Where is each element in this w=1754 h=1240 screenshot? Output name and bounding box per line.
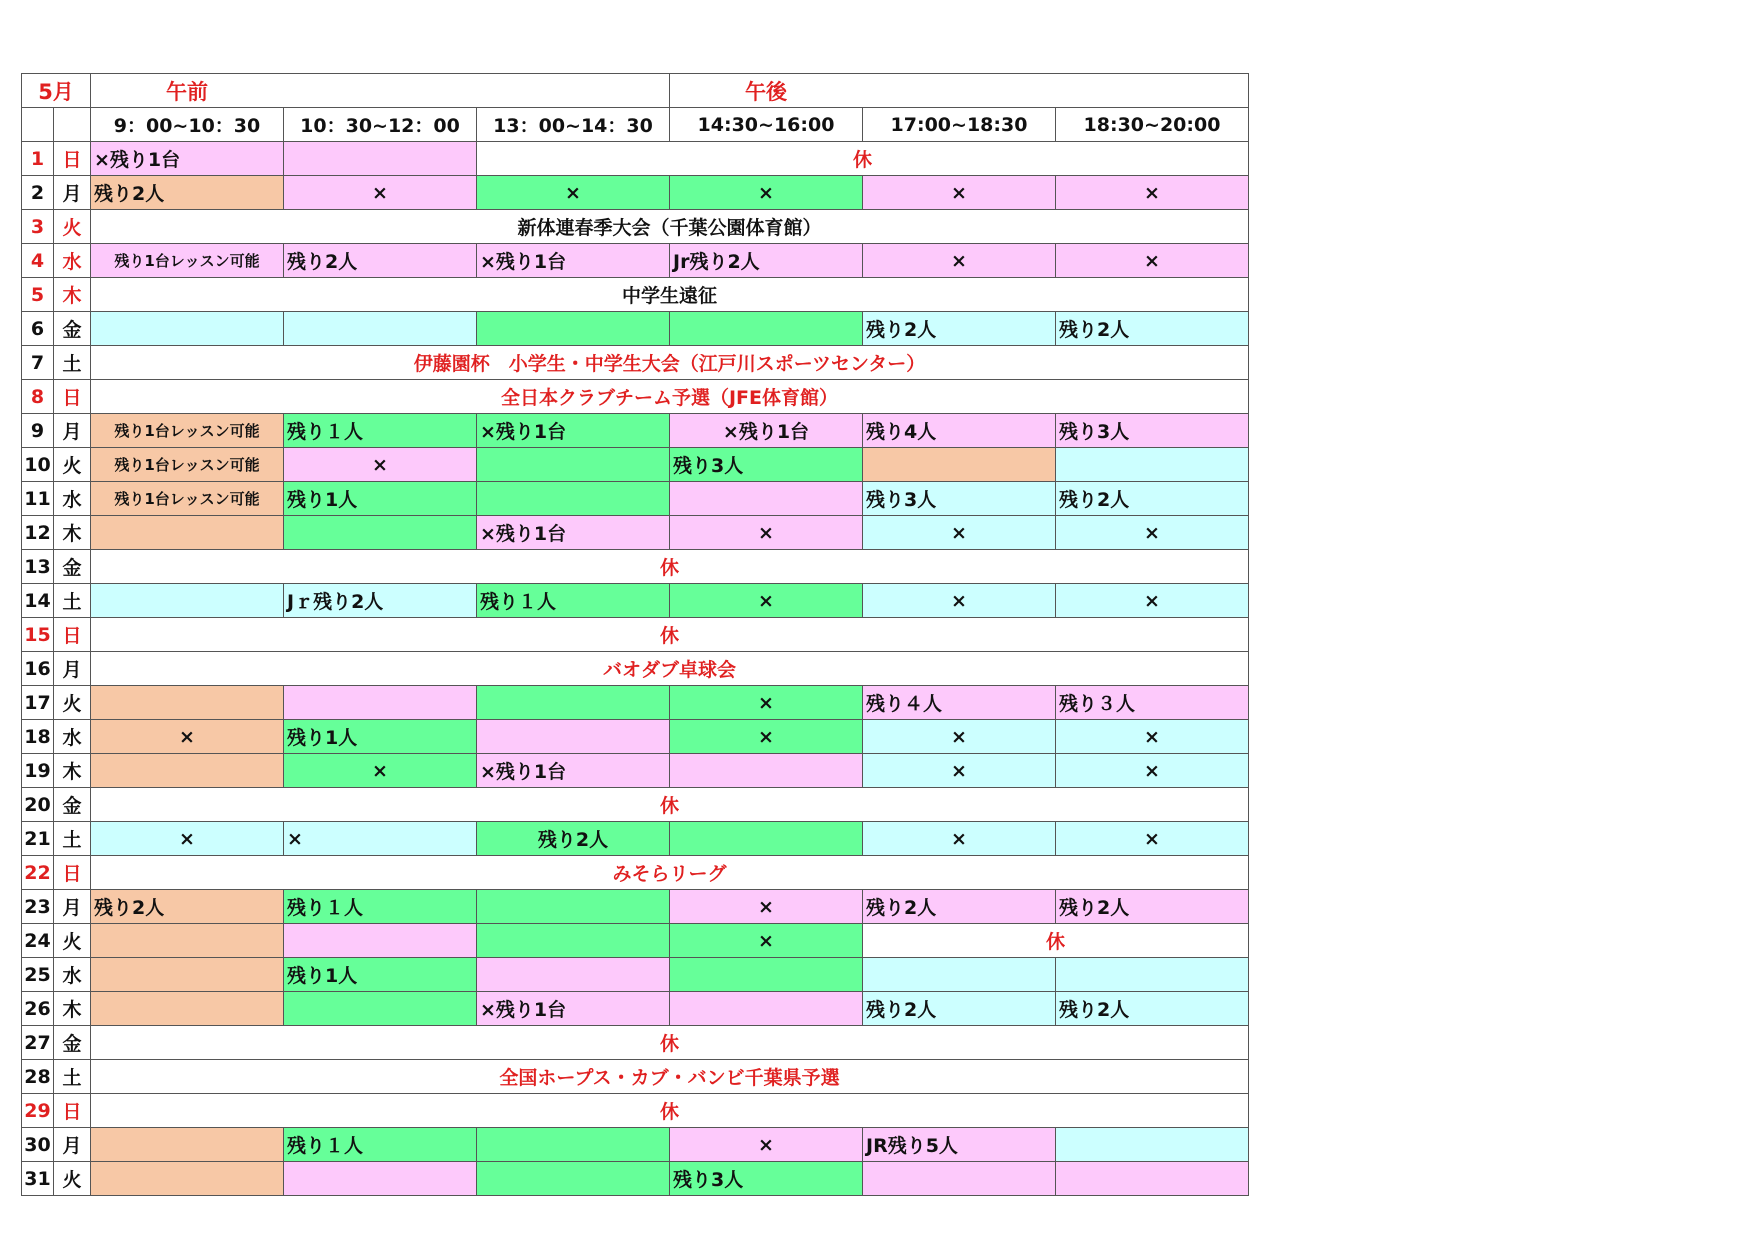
slot-cell	[670, 482, 863, 516]
slot-cell: ×	[670, 516, 863, 550]
day-of-week: 月	[54, 176, 91, 210]
day-number: 15	[22, 618, 54, 652]
slot-cell: 残り2人	[91, 176, 284, 210]
day-of-week: 木	[54, 754, 91, 788]
slot-cell: 残り1台レッスン可能	[91, 482, 284, 516]
day-row	[22, 1094, 1249, 1128]
day-number: 20	[22, 788, 54, 822]
day-of-week: 月	[54, 890, 91, 924]
slot-cell: ×	[284, 822, 477, 856]
day-number: 1	[22, 142, 54, 176]
slot-cell: ×	[863, 720, 1056, 754]
day-number: 8	[22, 380, 54, 414]
slot-cell	[284, 924, 477, 958]
slot-cell: 残り1人	[284, 482, 477, 516]
slot-cell: 残り2人	[477, 822, 670, 856]
slot-cell: ×	[670, 686, 863, 720]
day-row	[22, 312, 1249, 346]
day-number: 31	[22, 1162, 54, 1196]
slot-cell	[91, 312, 284, 346]
day-of-week: 水	[54, 482, 91, 516]
slot-cell	[284, 312, 477, 346]
day-row	[22, 1060, 1249, 1094]
header-row-periods	[22, 74, 1249, 108]
day-row	[22, 720, 1249, 754]
slot-cell	[477, 958, 670, 992]
event-cell: 休	[91, 1094, 1249, 1128]
slot-cell: 残り2人	[863, 890, 1056, 924]
slot-cell: Jｒ残り2人	[284, 584, 477, 618]
slot-cell	[284, 686, 477, 720]
day-row	[22, 958, 1249, 992]
day-of-week: 金	[54, 312, 91, 346]
slot-cell: ×	[863, 176, 1056, 210]
slot-cell: ×	[1056, 822, 1249, 856]
day-number: 16	[22, 652, 54, 686]
slot-cell: ×	[670, 176, 863, 210]
slot-cell	[91, 1128, 284, 1162]
slot-cell: 残り３人	[1056, 686, 1249, 720]
day-number: 13	[22, 550, 54, 584]
day-number: 12	[22, 516, 54, 550]
day-number: 14	[22, 584, 54, 618]
slot-cell: 残り1台レッスン可能	[91, 414, 284, 448]
slot-cell: 残り1台レッスン可能	[91, 244, 284, 278]
slot-cell	[670, 958, 863, 992]
slot-cell	[91, 584, 284, 618]
day-number: 29	[22, 1094, 54, 1128]
day-of-week: 金	[54, 788, 91, 822]
day-row	[22, 584, 1249, 618]
day-row	[22, 618, 1249, 652]
schedule-table	[21, 73, 1249, 1196]
slot-cell: ×	[1056, 754, 1249, 788]
day-number: 25	[22, 958, 54, 992]
slot-cell: ×	[863, 754, 1056, 788]
slot-cell: 残り3人	[670, 1162, 863, 1196]
day-of-week: 月	[54, 652, 91, 686]
day-number: 6	[22, 312, 54, 346]
day-number: 11	[22, 482, 54, 516]
slot-cell: ×	[1056, 244, 1249, 278]
day-number: 10	[22, 448, 54, 482]
slot-cell: ×残り1台	[477, 992, 670, 1026]
pm-label: 午後	[670, 74, 1249, 108]
day-of-week: 月	[54, 414, 91, 448]
slot-cell	[284, 1162, 477, 1196]
day-number: 21	[22, 822, 54, 856]
day-row	[22, 1162, 1249, 1196]
day-of-week: 火	[54, 1162, 91, 1196]
day-row	[22, 1026, 1249, 1060]
slot-cell: ×残り1台	[477, 244, 670, 278]
slot-cell: 残り3人	[670, 448, 863, 482]
slot-cell	[91, 754, 284, 788]
slot-cell: 残り2人	[1056, 482, 1249, 516]
slot-cell: 残り2人	[863, 312, 1056, 346]
slot-cell: ×	[91, 720, 284, 754]
event-cell: バオダブ卓球会	[91, 652, 1249, 686]
day-of-week: 火	[54, 448, 91, 482]
slot-cell: ×	[284, 448, 477, 482]
slot-cell: 残り４人	[863, 686, 1056, 720]
day-number: 5	[22, 278, 54, 312]
slot-cell: 残り2人	[284, 244, 477, 278]
slot-cell: 残り3人	[1056, 414, 1249, 448]
slot-cell	[477, 890, 670, 924]
slot-header: 17:00~18:30	[863, 108, 1056, 142]
day-number: 23	[22, 890, 54, 924]
day-number: 27	[22, 1026, 54, 1060]
day-number: 24	[22, 924, 54, 958]
day-of-week: 土	[54, 584, 91, 618]
slot-cell	[863, 448, 1056, 482]
day-row	[22, 346, 1249, 380]
slot-header: 18:30~20:00	[1056, 108, 1249, 142]
day-of-week: 土	[54, 822, 91, 856]
slot-cell	[477, 312, 670, 346]
slot-cell	[1056, 448, 1249, 482]
day-row	[22, 244, 1249, 278]
day-number: 30	[22, 1128, 54, 1162]
event-cell: 伊藤園杯 小学生・中学生大会（江戸川スポーツセンター）	[91, 346, 1249, 380]
day-row	[22, 652, 1249, 686]
slot-cell	[863, 958, 1056, 992]
event-cell: 休	[91, 618, 1249, 652]
day-of-week: 日	[54, 380, 91, 414]
slot-cell: ×	[670, 1128, 863, 1162]
slot-cell: ×	[1056, 516, 1249, 550]
day-number: 26	[22, 992, 54, 1026]
day-row	[22, 448, 1249, 482]
day-row	[22, 278, 1249, 312]
day-row	[22, 754, 1249, 788]
slot-cell: ×	[477, 176, 670, 210]
slot-cell: Jr残り2人	[670, 244, 863, 278]
day-row	[22, 992, 1249, 1026]
event-cell: 全国ホープス・カブ・バンビ千葉県予選	[91, 1060, 1249, 1094]
slot-cell	[284, 142, 477, 176]
day-row	[22, 210, 1249, 244]
day-of-week: 月	[54, 1128, 91, 1162]
slot-header: 10：30~12：00	[284, 108, 477, 142]
header-blank	[22, 108, 54, 142]
slot-cell: ×残り1台	[477, 414, 670, 448]
event-cell: 全日本クラブチーム予選（JFE体育館）	[91, 380, 1249, 414]
slot-cell	[477, 720, 670, 754]
slot-header: 9：00~10：30	[91, 108, 284, 142]
slot-cell: 残り1人	[284, 958, 477, 992]
slot-cell	[1056, 958, 1249, 992]
slot-cell	[1056, 1162, 1249, 1196]
day-number: 18	[22, 720, 54, 754]
day-row	[22, 924, 1249, 958]
event-cell: みそらリーグ	[91, 856, 1249, 890]
day-number: 28	[22, 1060, 54, 1094]
slot-cell: 残り1人	[284, 720, 477, 754]
slot-cell	[91, 924, 284, 958]
slot-cell: JR残り5人	[863, 1128, 1056, 1162]
slot-cell: 残り1台レッスン可能	[91, 448, 284, 482]
slot-cell	[91, 686, 284, 720]
day-of-week: 日	[54, 618, 91, 652]
event-cell: 休	[91, 1026, 1249, 1060]
day-of-week: 水	[54, 720, 91, 754]
day-row	[22, 788, 1249, 822]
slot-cell	[91, 992, 284, 1026]
day-row	[22, 176, 1249, 210]
slot-cell	[284, 516, 477, 550]
day-of-week: 火	[54, 686, 91, 720]
day-number: 7	[22, 346, 54, 380]
slot-cell	[477, 686, 670, 720]
slot-cell: 残り2人	[1056, 890, 1249, 924]
slot-cell: 残り2人	[863, 992, 1056, 1026]
day-row	[22, 550, 1249, 584]
day-of-week: 木	[54, 278, 91, 312]
day-row	[22, 856, 1249, 890]
slot-header: 14:30~16:00	[670, 108, 863, 142]
day-number: 9	[22, 414, 54, 448]
slot-cell: ×	[863, 244, 1056, 278]
day-of-week: 金	[54, 1026, 91, 1060]
slot-cell: 残り4人	[863, 414, 1056, 448]
slot-cell: 残り１人	[284, 890, 477, 924]
slot-cell	[670, 992, 863, 1026]
day-row	[22, 890, 1249, 924]
day-of-week: 火	[54, 924, 91, 958]
slot-cell: 残り3人	[863, 482, 1056, 516]
slot-cell	[477, 1162, 670, 1196]
slot-cell	[91, 958, 284, 992]
slot-cell	[670, 822, 863, 856]
slot-cell: 残り１人	[284, 1128, 477, 1162]
day-number: 2	[22, 176, 54, 210]
slot-cell: ×	[284, 754, 477, 788]
day-row	[22, 686, 1249, 720]
slot-cell: 残り１人	[477, 584, 670, 618]
slot-cell: ×	[863, 584, 1056, 618]
slot-cell: ×残り1台	[670, 414, 863, 448]
slot-cell: ×残り1台	[477, 516, 670, 550]
slot-cell: 残り１人	[284, 414, 477, 448]
day-of-week: 木	[54, 516, 91, 550]
slot-cell: ×	[284, 176, 477, 210]
day-row	[22, 142, 1249, 176]
event-cell: 休	[477, 142, 1249, 176]
slot-cell: ×残り1台	[91, 142, 284, 176]
slot-cell: ×	[1056, 720, 1249, 754]
slot-cell: ×	[670, 924, 863, 958]
day-of-week: 火	[54, 210, 91, 244]
am-label: 午前	[91, 74, 670, 108]
day-of-week: 土	[54, 346, 91, 380]
slot-cell: ×	[1056, 176, 1249, 210]
slot-cell	[477, 448, 670, 482]
slot-cell: ×	[670, 584, 863, 618]
day-of-week: 日	[54, 142, 91, 176]
day-of-week: 水	[54, 244, 91, 278]
slot-header: 13：00~14：30	[477, 108, 670, 142]
day-of-week: 木	[54, 992, 91, 1026]
header-row-slots	[22, 108, 1249, 142]
day-of-week: 金	[54, 550, 91, 584]
event-cell: 休	[91, 550, 1249, 584]
slot-cell: 残り2人	[1056, 312, 1249, 346]
event-cell: 休	[91, 788, 1249, 822]
event-cell: 新体連春季大会（千葉公園体育館）	[91, 210, 1249, 244]
day-number: 19	[22, 754, 54, 788]
slot-cell: 残り2人	[91, 890, 284, 924]
slot-cell	[284, 992, 477, 1026]
slot-cell	[91, 1162, 284, 1196]
day-row	[22, 822, 1249, 856]
slot-cell: ×	[670, 890, 863, 924]
day-number: 22	[22, 856, 54, 890]
slot-cell	[670, 754, 863, 788]
slot-cell	[91, 516, 284, 550]
header-blank	[54, 108, 91, 142]
slot-cell	[477, 482, 670, 516]
event-cell: 休	[863, 924, 1249, 958]
day-of-week: 水	[54, 958, 91, 992]
day-number: 4	[22, 244, 54, 278]
day-row	[22, 1128, 1249, 1162]
day-row	[22, 414, 1249, 448]
slot-cell: ×	[863, 516, 1056, 550]
day-row	[22, 516, 1249, 550]
slot-cell	[670, 312, 863, 346]
slot-cell: ×	[670, 720, 863, 754]
day-number: 3	[22, 210, 54, 244]
slot-cell: ×残り1台	[477, 754, 670, 788]
day-of-week: 日	[54, 856, 91, 890]
day-row	[22, 380, 1249, 414]
slot-cell	[477, 924, 670, 958]
day-of-week: 土	[54, 1060, 91, 1094]
event-cell: 中学生遠征	[91, 278, 1249, 312]
month-label: 5月	[22, 74, 91, 108]
slot-cell: 残り2人	[1056, 992, 1249, 1026]
slot-cell: ×	[91, 822, 284, 856]
slot-cell	[863, 1162, 1056, 1196]
slot-cell	[477, 1128, 670, 1162]
slot-cell: ×	[863, 822, 1056, 856]
slot-cell: ×	[1056, 584, 1249, 618]
day-of-week: 日	[54, 1094, 91, 1128]
day-row	[22, 482, 1249, 516]
slot-cell	[1056, 1128, 1249, 1162]
day-number: 17	[22, 686, 54, 720]
